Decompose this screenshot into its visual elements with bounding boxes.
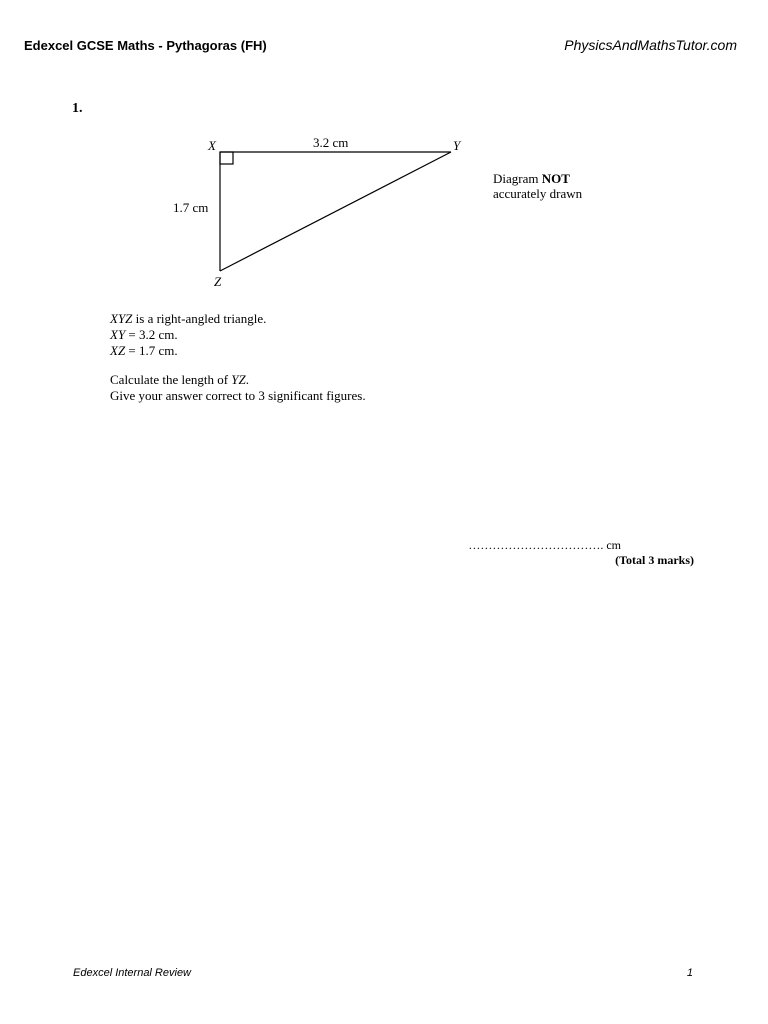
side-xy-length: 3.2 cm [313,135,349,150]
footer-source: Edexcel Internal Review [73,967,192,979]
side-xz-length: 1.7 cm [173,200,209,215]
answer-unit: cm [606,538,621,552]
right-angle-marker [220,152,233,164]
total-marks: (Total 3 marks) [615,553,694,567]
note-suffix: accurately drawn [493,186,583,201]
note-prefix: Diagram [493,171,542,186]
vertex-z-label: Z [214,274,222,289]
header-title: Edexcel GCSE Maths - Pythagoras (FH) [24,38,267,53]
statement-line-2: XY = 3.2 cm. [110,327,178,342]
statement-line-1: XYZ is a right-angled triangle. [110,311,267,326]
note-not: NOT [541,171,570,186]
question-instruction [110,372,366,404]
vertex-y-label: Y [453,138,461,153]
instruction-line-1: Calculate the length of YZ. [110,372,250,387]
instruction-line-2: Give your answer correct to 3 significant figures. [110,388,366,403]
footer-page-number: 1 [686,967,693,979]
answer-dots: ……………………………. [468,538,604,552]
vertex-x-label: X [208,138,216,153]
question-statement [110,311,266,359]
question-number: 1. [72,101,83,116]
answer-line [468,538,621,553]
side-yz [220,152,451,271]
statement-line-3: XZ = 1.7 cm. [110,343,178,358]
header-site: PhysicsAndMathsTutor.com [564,37,737,53]
triangle-diagram [0,0,768,320]
diagram-note [493,171,582,201]
